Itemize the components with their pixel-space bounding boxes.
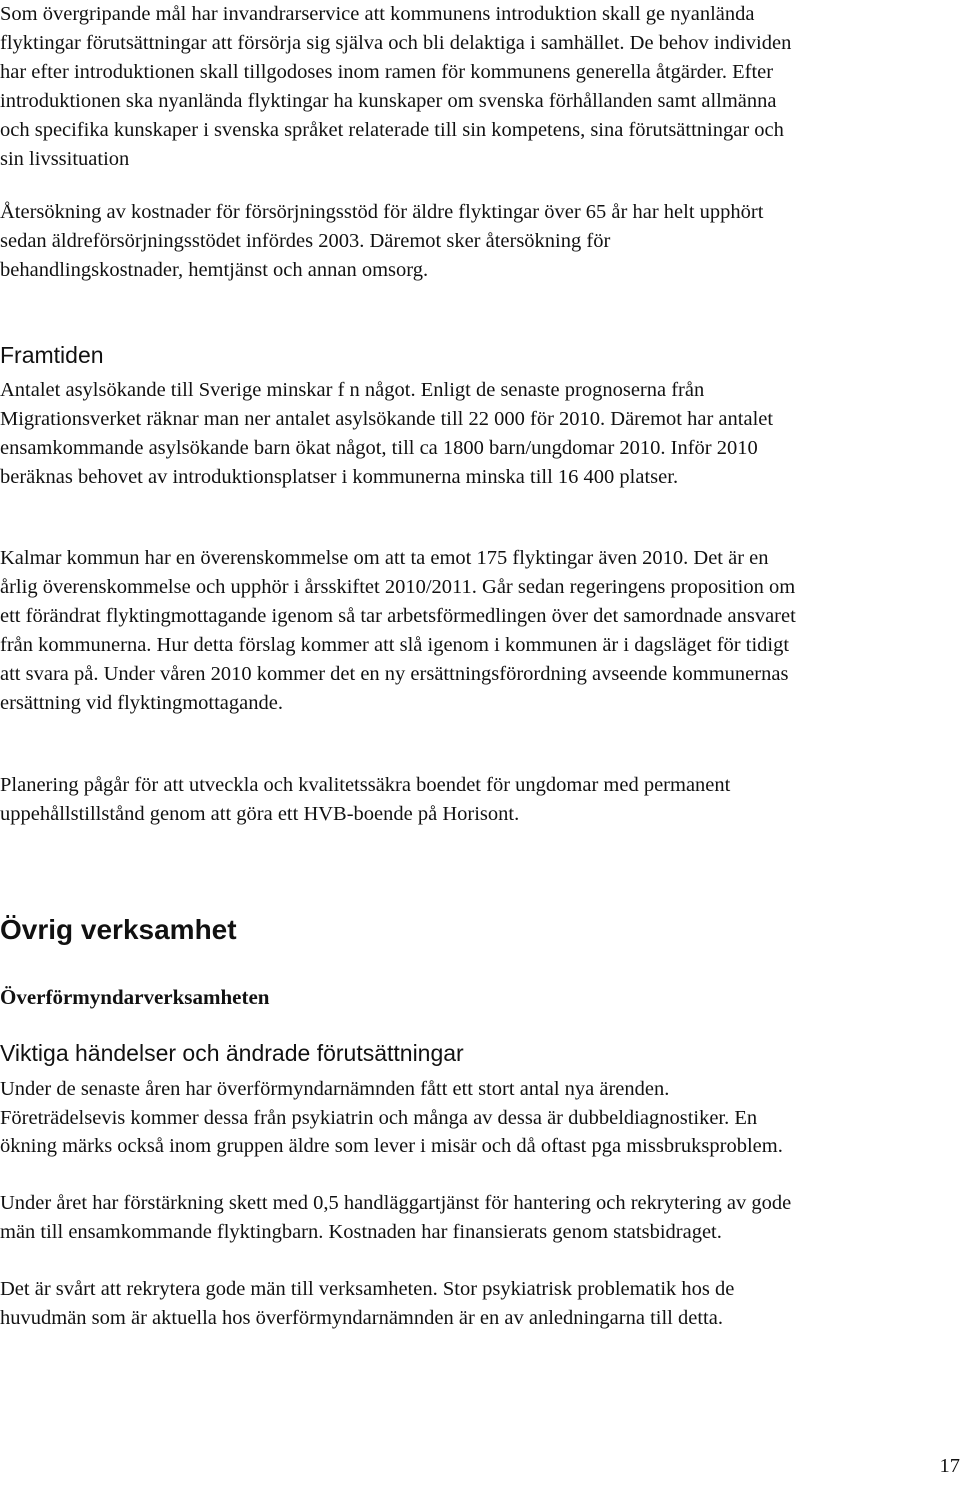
paragraph-line: Kalmar kommun har en överenskommelse om att ta emot 175 flyktingar även 2010. Det är en [0,547,769,569]
paragraph-line: från kommunerna. Hur detta förslag kommer att slå igenom i kommunen är i dagsläget för tidigt [0,634,790,656]
future-paragraph-3 [0,771,960,829]
paragraph-line: sin livssituation [0,148,130,170]
paragraph-line: Under året har förstärkning skett med 0,5 handläggartjänst för hantering och rekrytering av gode [0,1192,792,1214]
paragraph-line: Planering pågår för att utveckla och kvalitetssäkra boendet för ungdomar med permanent [0,774,731,796]
paragraph-line: ensamkommande asylsökande barn ökat något, till ca 1800 barn/ungdomar 2010. Inför 2010 [0,437,758,459]
paragraph-line: huvudmän som är aktuella hos överförmyndarnämnden är en av anledningarna till detta. [0,1306,723,1329]
future-paragraph-2 [0,544,960,718]
events-paragraph-2 [0,1189,960,1246]
paragraph-line: och specifika kunskaper i svenska språket relaterade till sin kompetens, sina förutsättningar och [0,119,784,141]
paragraph-line: uppehållstillstånd genom att göra ett HVB-boende på Horisont. [0,803,520,825]
recovery-paragraph [0,198,960,285]
intro-paragraph [0,0,960,174]
paragraph-line: ett förändrat flyktingmottagande igenom så tar arbetsförmedlingen över det samordnade ansvaret [0,605,796,627]
paragraph-line: årlig överenskommelse och upphör i årsskiftet 2010/2011. Går sedan regeringens proposition om [0,576,796,598]
paragraph-line: Företrädelsevis kommer dessa från psykiatrin och många av dessa är dubbeldiagnostiker. En [0,1106,758,1129]
paragraph-line: ersättning vid flyktingmottagande. [0,692,283,714]
events-paragraph-1 [0,1075,960,1161]
paragraph-line: introduktionen ska nyanlända flyktingar ha kunskaper om svenska förhållanden samt allmänna [0,90,777,112]
paragraph-line: Antalet asylsökande till Sverige minskar f n något. Enligt de senaste prognoserna från [0,379,705,401]
paragraph-line: Det är svårt att rekrytera gode män till verksamheten. Stor psykiatrisk problematik hos de [0,1278,735,1300]
subsection-heading-overformyndare: Överförmyndarverksamheten [0,985,270,1009]
paragraph-line: Migrationsverket räknar man ner antalet asylsökande till 22 000 för 2010. Däremot har antalet [0,408,774,430]
future-paragraph-1 [0,376,960,492]
paragraph-line: Under de senaste åren har överförmyndarnämnden fått ett stort antal nya ärenden. [0,1078,670,1100]
paragraph-line: Återsökning av kostnader för försörjningsstöd för äldre flyktingar över 65 år har helt upphört [0,201,764,223]
section-heading-framtiden: Framtiden [0,342,104,368]
events-paragraph-3 [0,1275,960,1332]
paragraph-line: flyktingar förutsättningar att försörja sig själva och bli delaktiga i samhället. De behov individen [0,32,792,54]
subsection-heading-viktiga-handelser: Viktiga händelser och ändrade förutsättningar [0,1040,464,1066]
paragraph-line: beräknas behovet av introduktionsplatser i kommunerna minska till 16 400 platser. [0,466,679,488]
paragraph-line: att svara på. Under våren 2010 kommer det en ny ersättningsförordning avseende kommunernas [0,663,789,685]
paragraph-line: har efter introduktionen skall tillgodoses inom ramen för kommunens generella åtgärder. Efter [0,61,774,83]
paragraph-line: Som övergripande mål har invandrarservice att kommunens introduktion skall ge nyanlända [0,3,755,25]
paragraph-line: män till ensamkommande flyktingbarn. Kostnaden har finansierats genom statsbidraget. [0,1220,722,1243]
paragraph-line: sedan äldreförsörjningsstödet infördes 2003. Däremot sker återsökning för [0,230,611,252]
paragraph-line: behandlingskostnader, hemtjänst och annan omsorg. [0,259,429,281]
section-heading-ovrig-verksamhet: Övrig verksamhet [0,914,237,945]
paragraph-line: ökning märks också inom gruppen äldre som lever i misär och då oftast pga missbruksproblem. [0,1135,783,1158]
page-number: 17 [939,1455,960,1477]
